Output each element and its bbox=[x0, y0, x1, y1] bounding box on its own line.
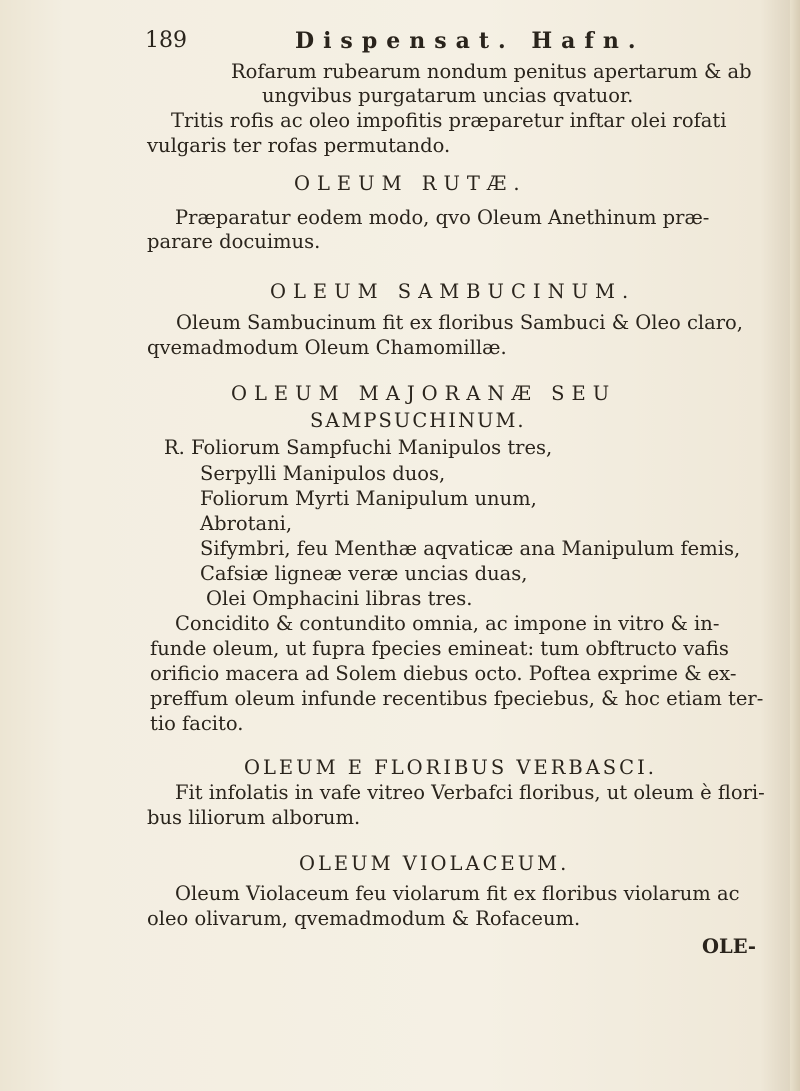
section-line: qvemadmodum Oleum Chamomillæ. bbox=[147, 336, 507, 359]
section-line: funde oleum, ut fupra fpecies emineat: tum obftructo vafis bbox=[150, 637, 729, 660]
section-line: Oleum Violaceum feu violarum fit ex floribus violarum ac bbox=[175, 882, 740, 905]
recipe-line: Cafsiæ ligneæ veræ uncias duas, bbox=[200, 562, 528, 585]
recipe-line: Foliorum Myrti Manipulum unum, bbox=[200, 487, 537, 510]
section-line: bus liliorum alborum. bbox=[147, 806, 361, 829]
section-line: preffum oleum infunde recentibus fpeciebus, & hoc etiam ter- bbox=[150, 687, 764, 710]
section-line: parare docuimus. bbox=[147, 230, 321, 253]
section-heading: OLEUM E FLORIBUS VERBASCI. bbox=[244, 756, 657, 779]
recipe-line: Serpylli Manipulos duos, bbox=[200, 462, 446, 485]
intro-line: vulgaris ter rofas permutando. bbox=[147, 134, 451, 157]
intro-line: ungvibus purgatarum uncias qvatuor. bbox=[262, 84, 634, 107]
recipe-line: R. Foliorum Sampfuchi Manipulos tres, bbox=[164, 436, 553, 459]
section-line: Præparatur eodem modo, qvo Oleum Anethinum præ- bbox=[175, 206, 710, 229]
page-edge bbox=[790, 0, 800, 1091]
section-heading: OLEUM VIOLACEUM. bbox=[299, 852, 570, 875]
recipe-line: Abrotani, bbox=[200, 512, 293, 535]
catchword: OLE- bbox=[702, 935, 757, 958]
section-line: Oleum Sambucinum fit ex floribus Sambuci & Oleo claro, bbox=[176, 311, 743, 334]
section-heading: OLEUM MAJORANÆ SEU bbox=[231, 382, 617, 405]
section-line: tio facito. bbox=[150, 712, 244, 735]
intro-line: Tritis rofis ac oleo impofitis præparetur inftar olei rofati bbox=[171, 109, 727, 132]
section-heading: OLEUM SAMBUCINUM. bbox=[270, 280, 636, 303]
section-heading: OLEUM RUTÆ. bbox=[294, 172, 527, 195]
section-subtitle: SAMPSUCHINUM. bbox=[310, 409, 526, 432]
running-title: Dispensat. Hafn. bbox=[295, 28, 645, 54]
section-line: Fit infolatis in vafe vitreo Verbafci floribus, ut oleum è flori- bbox=[175, 781, 765, 804]
recipe-line: Olei Omphacini libras tres. bbox=[206, 587, 473, 610]
section-line: oleo olivarum, qvemadmodum & Rofaceum. bbox=[147, 907, 581, 930]
intro-line: Rofarum rubearum nondum penitus apertarum & ab bbox=[231, 60, 752, 83]
section-line: Concidito & contundito omnia, ac impone in vitro & in- bbox=[175, 612, 720, 635]
section-line: orificio macera ad Solem diebus octo. Poftea exprime & ex- bbox=[150, 662, 737, 685]
page-number: 189 bbox=[145, 28, 187, 53]
recipe-line: Sifymbri, feu Menthæ aqvaticæ ana Manipulum femis, bbox=[200, 537, 741, 560]
